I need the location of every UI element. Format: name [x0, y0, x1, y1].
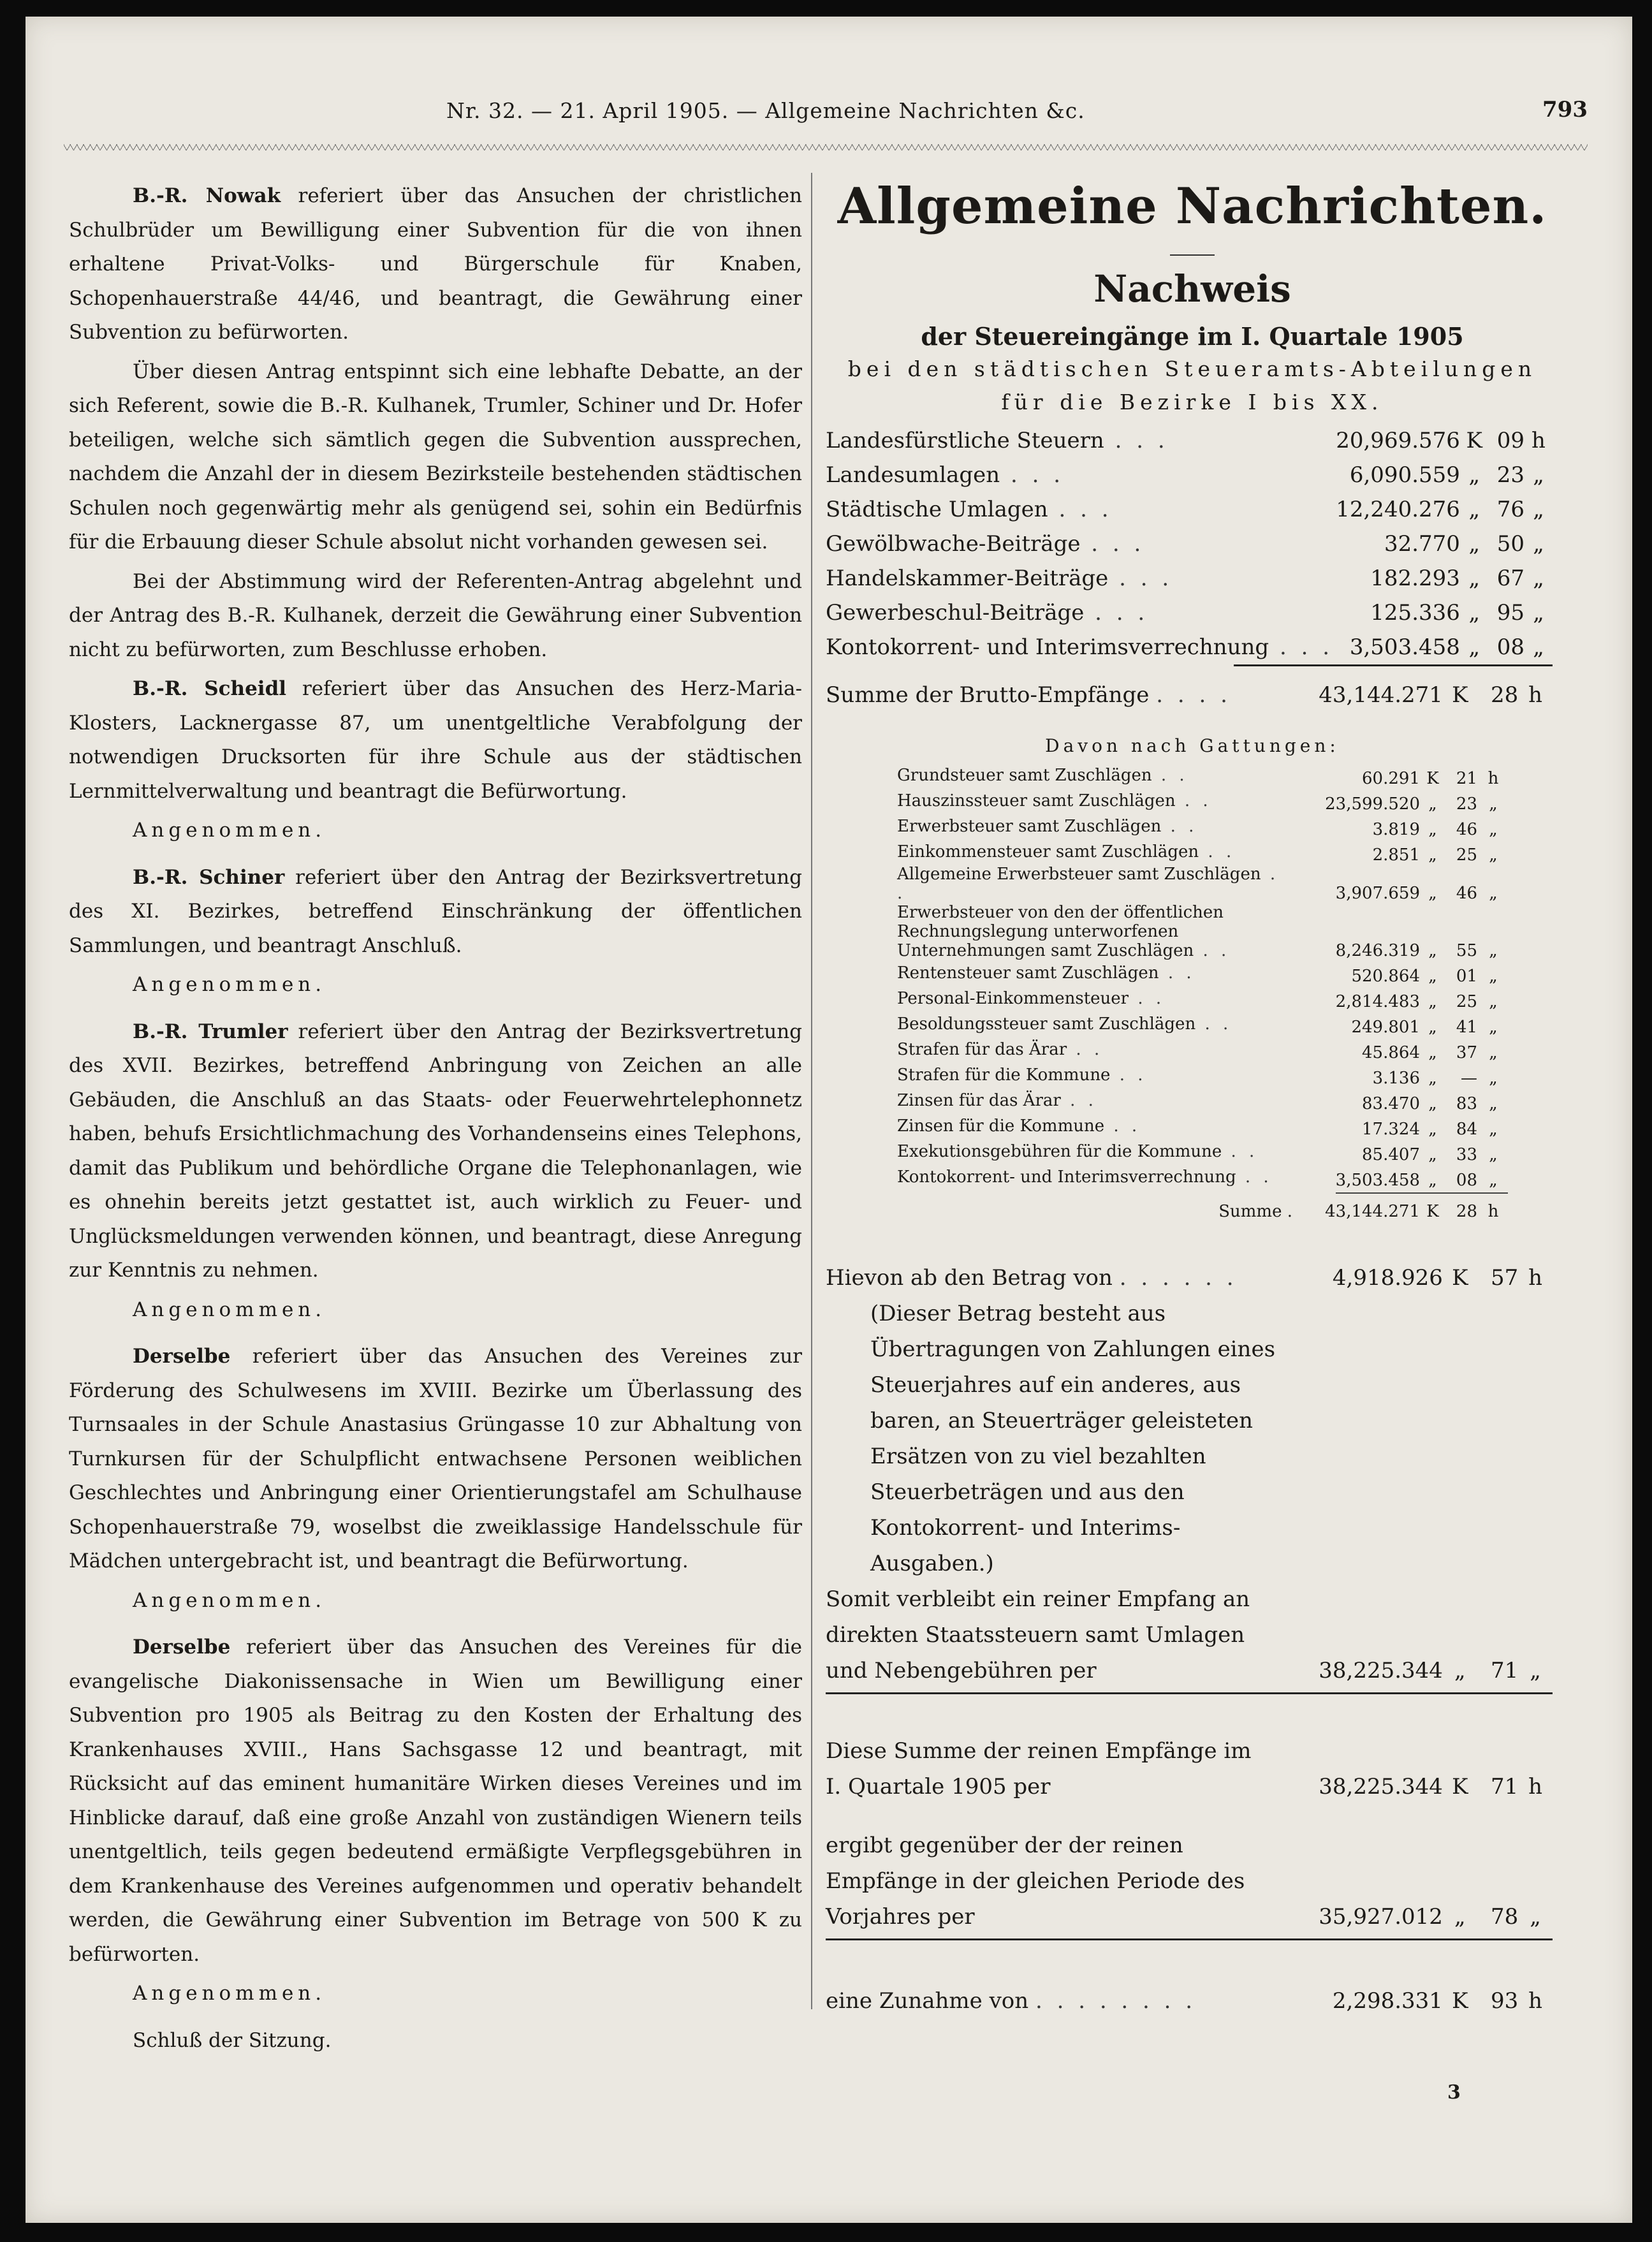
table-row — [897, 839, 1509, 865]
paragraph-text: Angenommen. — [133, 1588, 326, 1612]
breakdown-table — [897, 763, 1509, 1190]
row-label: Kontokorrent- und Interimsverrechnung — [897, 1168, 1236, 1187]
leader-dots: . . — [1194, 941, 1231, 960]
left-column — [69, 179, 802, 2063]
summe-rein-unit: K — [1452, 1774, 1468, 1799]
table-row — [826, 527, 1553, 561]
row-label: Landesumlagen — [826, 462, 1000, 488]
cell-h: „ — [1533, 531, 1544, 557]
table-row — [897, 1062, 1509, 1088]
paragraph-text: referiert über das Ansuchen des Vereines für die evangelische Diakonissensache in Wien um Bewilligung einer Subvention pro 1905 als Beitrag zu den Kosten der Erhaltung des Krankenhauses XVIII., Hans Sachsgasse 12 und beantragt, mit Rücksicht auf das eminent humanitäre Wirken dieses Vereines und im Hinblicke darauf, daß eine große Anzahl von zuständigen Wienern teils unentgeltlich, teils gegen bedeutend ermäßigte Verpflegsgebühren in dem Krankenhause des Vereines aufgenommen und operativ behandelt werden, die Gewährung einer Subvention im Betrage von 500 K zu befürworten. — [69, 1636, 803, 1966]
row-label: Handelskammer-Beiträge — [826, 566, 1109, 591]
cell-h: „ — [1489, 846, 1498, 865]
cell-amount: 3,907.659 — [1335, 884, 1420, 903]
cell-cents: — — [1461, 1069, 1477, 1088]
section-title: Allgemeine Nachrichten. — [837, 177, 1547, 235]
cell-amount: 23,599.520 — [1325, 795, 1420, 814]
table-row — [897, 1088, 1509, 1113]
paragraph-vote — [69, 565, 802, 668]
cell-label — [897, 1011, 1292, 1037]
rein-cents: 71 — [1490, 1658, 1519, 1683]
table-row — [897, 1199, 1509, 1224]
vorjahr-cents: 78 — [1490, 1904, 1519, 1930]
cell-label — [897, 1037, 1292, 1062]
leader-dots: . . — [897, 865, 1280, 903]
cell-h: „ — [1489, 795, 1498, 814]
brutto-label: Summe der Brutto-Empfänge . . . . — [826, 682, 1231, 708]
cell-unit: „ — [1428, 941, 1437, 960]
cell-unit: „ — [1428, 967, 1437, 986]
cell-unit: „ — [1468, 634, 1480, 660]
cell-cents: 33 — [1456, 1145, 1477, 1164]
cell-label — [897, 1164, 1292, 1190]
paragraph-text: Angenommen. — [133, 819, 326, 842]
leader-dots: . . — [1236, 1168, 1273, 1187]
cell-unit: „ — [1428, 884, 1437, 903]
paragraph-b-r-trumler — [69, 1015, 802, 1288]
table-row — [826, 492, 1553, 527]
speaker-name: B.-R. Nowak — [133, 184, 281, 207]
breakdown-sum-label-text: Summe — [1218, 1202, 1282, 1221]
table-row — [826, 678, 1553, 712]
vorjahr-rule-cell — [826, 1935, 1553, 1973]
brutto-table — [826, 678, 1553, 712]
cell-h: „ — [1489, 1069, 1498, 1088]
paragraph-angenommen-5 — [69, 1977, 802, 2011]
rein-unit: „ — [1454, 1658, 1466, 1683]
table-row — [826, 1805, 1553, 1935]
leader-dots: . . . — [1048, 497, 1113, 522]
row-label: Gewerbeschul-Beiträge — [826, 600, 1085, 626]
cell-label — [897, 1088, 1292, 1113]
breakdown-rule — [1336, 1192, 1508, 1194]
cell-cents: 08 — [1496, 634, 1524, 660]
leader-dots: . . — [1159, 963, 1195, 983]
cell-label — [826, 561, 1333, 596]
leader-dots: . . — [1199, 842, 1236, 861]
abzug-note-text: (Dieser Betrag besteht aus Übertragungen von Zahlungen eines Steuerjahres auf ein anderes, aus baren, an Steuerträger geleisteten Ersätzen von zu viel bezahlten Steuerbeträgen und aus den Kontokorrent- und Interims-Ausgaben.) — [870, 1301, 1276, 1576]
cell-h: h — [1531, 428, 1546, 453]
brutto-unit: K — [1452, 682, 1468, 708]
paragraph-angenommen-4 — [69, 1584, 802, 1618]
row-label: Erwerbsteuer samt Zuschlägen — [897, 817, 1162, 836]
cell-amount: 125.336 — [1370, 600, 1460, 626]
cell-unit: „ — [1428, 992, 1437, 1011]
speaker-name: B.-R. Schiner — [133, 865, 285, 889]
vorjahr-text — [826, 1805, 1306, 1935]
row-label: Städtische Umlagen — [826, 497, 1048, 522]
cell-amount: 3,503.458 — [1349, 634, 1460, 660]
row-label: Erwerbsteuer von den der öffentlichen Rechnungslegung unterworfenen Unternehmungen samt Zuschlägen — [897, 903, 1224, 960]
cell-amount: 2.851 — [1372, 846, 1420, 865]
zunahme-unit: K — [1452, 1988, 1468, 2014]
breakdown-sum-table — [897, 1199, 1509, 1224]
paragraph-text: Schluß der Sitzung. — [133, 2028, 332, 2052]
summe-rein-text — [826, 1727, 1306, 1805]
breakdown-sum-unit: K — [1426, 1202, 1439, 1221]
leader-dots: . . — [1104, 1117, 1141, 1136]
paragraph-text: Angenommen. — [133, 973, 326, 996]
leader-dots: . . — [1161, 817, 1198, 836]
cell-label — [897, 763, 1292, 788]
cell-h: „ — [1489, 1171, 1498, 1190]
row-label: Hauszinssteuer samt Zuschlägen — [897, 791, 1176, 810]
header-wavy-rule — [64, 144, 1588, 150]
cell-amount: 6,090.559 — [1349, 462, 1460, 488]
rein-text — [826, 1581, 1306, 1689]
speaker-name: Derselbe — [133, 1636, 231, 1659]
cell-unit: „ — [1468, 531, 1480, 557]
cell-amount: 520.864 — [1351, 967, 1420, 986]
summe-rein-h: h — [1528, 1774, 1543, 1799]
cell-amount: 83.470 — [1362, 1094, 1420, 1113]
row-label: Rentensteuer samt Zuschlägen — [897, 963, 1159, 983]
cell-unit: „ — [1428, 1018, 1437, 1037]
cell-label — [826, 458, 1333, 492]
cell-amount: 8,246.319 — [1335, 941, 1420, 960]
main-tax-table — [826, 423, 1553, 664]
vorjahr-rule — [826, 1938, 1553, 1940]
abzug-label: Hievon ab den Betrag von . . . . . . — [826, 1265, 1238, 1291]
cell-amount: 45.864 — [1362, 1043, 1420, 1062]
zunahme-label-text: eine Zunahme von — [826, 1988, 1029, 2014]
paragraph-derselbe-2 — [69, 1630, 802, 1972]
title-rule — [1170, 254, 1215, 256]
cell-amount: 60.291 — [1362, 769, 1420, 788]
abzug-h: h — [1528, 1265, 1543, 1291]
cell-label — [897, 1062, 1292, 1088]
zunahme-h: h — [1528, 1988, 1543, 2014]
cell-cents: 46 — [1456, 820, 1477, 839]
leader-dots: . . . — [1080, 531, 1145, 557]
cell-h: „ — [1489, 1145, 1498, 1164]
cell-label — [826, 492, 1333, 527]
leader-dots: . . . — [1084, 600, 1149, 626]
cell-cents: 76 — [1496, 497, 1524, 522]
brutto-label-text: Summe der Brutto-Empfänge — [826, 682, 1150, 708]
cell-cents: 25 — [1456, 846, 1477, 865]
cell-amount: 12,240.276 — [1336, 497, 1460, 522]
cell-cents: 23 — [1456, 795, 1477, 814]
table-row — [897, 903, 1509, 960]
table-row — [897, 814, 1509, 839]
cell-h: „ — [1489, 884, 1498, 903]
vorjahr-h: „ — [1530, 1904, 1541, 1930]
paragraph-b-r-nowak — [69, 179, 802, 350]
page-number: 793 — [1542, 97, 1588, 122]
cell-unit: „ — [1428, 1171, 1437, 1190]
cell-cents: 50 — [1496, 531, 1524, 557]
right-column — [826, 170, 1559, 2019]
vorjahr-unit: „ — [1454, 1904, 1466, 1930]
newspaper-page — [26, 17, 1632, 2223]
cell-unit: „ — [1468, 566, 1480, 591]
cell-cents: 08 — [1456, 1171, 1477, 1190]
cell-cents: 95 — [1496, 600, 1524, 626]
paragraph-angenommen-2 — [69, 968, 802, 1002]
speaker-name: B.-R. Scheidl — [133, 677, 287, 700]
cell-h: „ — [1533, 566, 1544, 591]
cell-label — [897, 986, 1292, 1011]
cell-label — [826, 527, 1333, 561]
cell-label — [897, 865, 1292, 903]
leader-dots: . . . — [1269, 634, 1334, 660]
cell-amount: 32.770 — [1384, 531, 1460, 557]
table-row — [826, 1581, 1553, 1689]
table-row — [897, 763, 1509, 788]
breakdown-sum-cents: 28 — [1456, 1202, 1477, 1221]
brutto-cents: 28 — [1490, 682, 1519, 708]
cell-amount: 2,814.483 — [1335, 992, 1420, 1011]
table-row — [826, 1296, 1553, 1581]
cell-label — [826, 596, 1333, 630]
table-row — [897, 986, 1509, 1011]
cell-label — [897, 839, 1292, 865]
cell-unit: „ — [1428, 1145, 1437, 1164]
sum-rule — [1234, 664, 1553, 666]
cell-amount: 3.819 — [1372, 820, 1420, 839]
table-row — [826, 561, 1553, 596]
table-row — [897, 1164, 1509, 1190]
cell-unit: „ — [1428, 846, 1437, 865]
row-label: Strafen für die Kommune — [897, 1066, 1111, 1085]
cell-h: „ — [1533, 462, 1544, 488]
cell-unit: „ — [1428, 1120, 1437, 1139]
cell-unit: „ — [1468, 600, 1480, 626]
paragraph-angenommen-1 — [69, 814, 802, 848]
cell-unit: K — [1426, 769, 1439, 788]
report-title: Nachweis — [1093, 267, 1291, 311]
abzug-label-text: Hievon ab den Betrag von — [826, 1265, 1113, 1291]
cell-cents: 41 — [1456, 1018, 1477, 1037]
row-label: Allgemeine Erwerbsteuer samt Zuschlägen — [897, 865, 1261, 884]
table-row — [826, 1260, 1553, 1296]
zunahme-amount: 2,298.331 — [1332, 1988, 1443, 2014]
abzug-unit: K — [1452, 1265, 1468, 1291]
cell-label — [897, 788, 1292, 814]
cell-cents: 83 — [1456, 1094, 1477, 1113]
brutto-amount: 43,144.271 — [1319, 682, 1443, 708]
paragraph-text: Angenommen. — [133, 1298, 326, 1321]
summe-rein-amount: 38,225.344 — [1319, 1774, 1443, 1799]
rein-rule — [826, 1692, 1553, 1694]
paragraph-text: Bei der Abstimmung wird der Referenten-Antrag abgelehnt und der Antrag des B.-R. Kulhanek, derzeit die Gewährung einer Subvention nicht zu befürworten, zum Beschlusse erhoben. — [69, 569, 802, 661]
cell-cents: 67 — [1496, 566, 1524, 591]
report-subtitle: der Steuereingänge im I. Quartale 1905 — [921, 322, 1464, 351]
brutto-h: h — [1528, 682, 1543, 708]
cell-h: „ — [1489, 967, 1498, 986]
cell-label — [897, 960, 1292, 986]
table-row — [826, 1935, 1553, 1973]
page-header — [64, 80, 1588, 138]
summe-rein-text-body: Diese Summe der reinen Empfänge im I. Quartale 1905 per — [826, 1738, 1252, 1799]
table-row — [897, 1113, 1509, 1139]
leader-dots: . . — [1129, 989, 1166, 1008]
cell-h: „ — [1489, 1094, 1498, 1113]
cell-label — [897, 903, 1292, 960]
cell-h: „ — [1489, 992, 1498, 1011]
cell-cents: 25 — [1456, 992, 1477, 1011]
cell-h: „ — [1489, 1018, 1498, 1037]
table-row — [897, 865, 1509, 903]
table-row — [826, 458, 1553, 492]
leader-dots: . . — [1151, 766, 1188, 785]
table-row — [826, 1727, 1553, 1805]
table-row — [897, 1139, 1509, 1164]
net-calculation-table — [826, 1260, 1553, 2019]
cell-h: „ — [1533, 600, 1544, 626]
row-label: Landesfürstliche Steuern — [826, 428, 1104, 453]
rein-rule-cell — [826, 1689, 1553, 1727]
cell-amount: 3.136 — [1372, 1069, 1420, 1088]
cell-cents: 23 — [1496, 462, 1524, 488]
cell-amount: 182.293 — [1370, 566, 1460, 591]
cell-amount: 17.324 — [1362, 1120, 1420, 1139]
paragraph-debate — [69, 355, 802, 560]
leader-dots: . . — [1067, 1040, 1104, 1059]
paragraph-text: referiert über das Ansuchen des Vereines zur Förderung des Schulwesens im XVIII. Bezirke um Überlassung des Turnsaales in der Schule Anastasius Grüngasse 10 zur Abhaltung von Turnkursen für der Schulpflicht entwachsene Personen weiblichen Geschlechtes und Anbringung einer Orientierungstafel am Schulhause Schopenhauerstraße 79, woselbst die zweiklassige Handelsschule für Mädchen untergebracht ist, und beantragt die Befürwortung. — [69, 1345, 802, 1572]
cell-cents: 21 — [1456, 769, 1477, 788]
paragraph-text: referiert über den Antrag der Bezirksvertretung des XI. Bezirkes, betreffend Einschränkung der öffentlichen Sammlungen, und beantragt Anschluß. — [69, 865, 802, 957]
row-label: Zinsen für die Kommune — [897, 1117, 1105, 1136]
paragraph-schluss — [69, 2024, 802, 2058]
cell-label — [826, 423, 1333, 458]
breakdown-sum-h: h — [1488, 1202, 1499, 1221]
table-row — [826, 596, 1553, 630]
cell-amount: 249.801 — [1351, 1018, 1420, 1037]
report-scope: bei den städtischen Steueramts-Abteilungen — [847, 356, 1537, 381]
cell-unit: K — [1466, 428, 1482, 453]
cell-label — [826, 630, 1333, 664]
paragraph-text: Über diesen Antrag entspinnt sich eine lebhafte Debatte, an der sich Referent, sowie die B.-R. Kulhanek, Trumler, Schiner und Dr. Hofer beteiligen, welche sich sämtlich gegen die Subvention aussprechen, nachdem die Anzahl der in diesem Bezirksteile bestehenden städtischen Schulen noch gegenwärtig mehr als genügend sei, sohin ein Bedürfnis für die Erbauung dieser Schule absolut nicht vorhanden gewesen sei. — [69, 360, 802, 553]
table-row — [826, 1973, 1553, 2019]
leader-dots: . . . — [1000, 462, 1065, 488]
paragraph-angenommen-3 — [69, 1293, 802, 1328]
cell-cents: 55 — [1456, 941, 1477, 960]
cell-amount: 3,503.458 — [1335, 1171, 1420, 1190]
cell-h: „ — [1489, 1120, 1498, 1139]
paragraph-b-r-scheidl — [69, 672, 802, 809]
column-divider — [811, 173, 812, 2009]
row-label: Gewölbwache-Beiträge — [826, 531, 1081, 557]
cell-unit: „ — [1468, 497, 1480, 522]
table-row — [897, 1037, 1509, 1062]
cell-label — [897, 1113, 1292, 1139]
breakdown-heading: Davon nach Gattungen: — [1045, 735, 1340, 756]
signature-mark: 3 — [1447, 2081, 1461, 2104]
table-row — [897, 788, 1509, 814]
cell-unit: „ — [1428, 1069, 1437, 1088]
cell-cents: 01 — [1456, 967, 1477, 986]
report-districts: für die Bezirke I bis XX. — [1001, 390, 1384, 414]
row-label: Personal-Einkommensteuer — [897, 989, 1129, 1008]
row-label: Zinsen für das Ärar — [897, 1091, 1061, 1110]
leader-dots: . . — [1060, 1091, 1097, 1110]
row-label: Exekutionsgebühren für die Kommune — [897, 1142, 1222, 1161]
cell-cents: 09 — [1496, 428, 1524, 453]
row-label: Grundsteuer samt Zuschlägen — [897, 766, 1152, 785]
paragraph-b-r-schiner — [69, 861, 802, 963]
cell-h: „ — [1489, 941, 1498, 960]
cell-label — [897, 1139, 1292, 1164]
row-label: Strafen für das Ärar — [897, 1040, 1067, 1059]
vorjahr-amount: 35,927.012 — [1319, 1904, 1443, 1930]
row-label: Kontokorrent- und Interimsverrechnung — [826, 634, 1269, 660]
cell-cents: 84 — [1456, 1120, 1477, 1139]
rein-h: „ — [1530, 1658, 1541, 1683]
cell-label — [897, 814, 1292, 839]
cell-h: „ — [1489, 820, 1498, 839]
cell-amount: 20,969.576 — [1336, 428, 1460, 453]
paragraph-text: referiert über das Ansuchen des Herz-Maria-Klosters, Lacknergasse 87, um unentgeltliche Verabfolgung der notwendigen Drucksorten für ihre Schule aus der städtischen Lernmittelverwaltung und beantragt die Befürwortung. — [69, 677, 802, 803]
cell-h: „ — [1533, 634, 1544, 660]
leader-dots: . . . — [1108, 566, 1173, 591]
header-text: Nr. 32. — 21. April 1905. — Allgemeine Nachrichten &c. — [446, 98, 1085, 123]
leader-dots: . . — [1195, 1015, 1232, 1034]
cell-amount: 85.407 — [1362, 1145, 1420, 1164]
row-label: Einkommensteuer samt Zuschlägen — [897, 842, 1199, 861]
speaker-name: B.-R. Trumler — [133, 1020, 288, 1043]
zunahme-label: eine Zunahme von . . . . . . . . — [826, 1988, 1197, 2014]
table-row — [826, 630, 1553, 664]
cell-h: „ — [1533, 497, 1544, 522]
rein-amount: 38,225.344 — [1319, 1658, 1443, 1683]
table-row — [826, 1689, 1553, 1727]
row-label: Besoldungssteuer samt Zuschlägen — [897, 1015, 1196, 1034]
cell-unit: „ — [1428, 795, 1437, 814]
paragraph-derselbe-1 — [69, 1340, 802, 1579]
cell-unit: „ — [1428, 1043, 1437, 1062]
leader-dots: . . — [1110, 1066, 1147, 1085]
breakdown-sum-label: Summe . — [1218, 1202, 1292, 1221]
table-row — [897, 960, 1509, 986]
paragraph-text: referiert über das Ansuchen der christlichen Schulbrüder um Bewilligung einer Subvention für die von ihnen erhaltene Privat-Volks- und Bürgerschule für Knaben, Schopenhauerstraße 44/46, und beantragt, die Gewährung einer Subvention zu befürworten. — [69, 184, 802, 344]
zunahme-cents: 93 — [1490, 1988, 1519, 2014]
table-row — [826, 423, 1553, 458]
leader-dots: . . . — [1104, 428, 1169, 453]
cell-cents: 37 — [1456, 1043, 1477, 1062]
cell-unit: „ — [1428, 1094, 1437, 1113]
paragraph-text: referiert über den Antrag der Bezirksvertretung des XVII. Bezirkes, betreffend Anbringung von Zeichen an alle Gebäuden, die Anschluß an das Staats- oder Feuerwehrtelephonnetz haben, behufs Ersichtlichmachung des Vorhandenseins eines Telephons, damit das Publikum und behördliche Organe die Telephonanlagen, wie es ohnehin bereits jetzt gestattet ist, auch wirklich zu Feuer- und Unglücksmeldungen verwenden können, und beantragt, diese Anregung zur Kenntnis zu nehmen. — [69, 1020, 803, 1282]
abzug-note — [826, 1296, 1553, 1581]
paragraph-text: Angenommen. — [133, 1982, 326, 2005]
cell-h: „ — [1489, 1043, 1498, 1062]
cell-h: h — [1488, 769, 1499, 788]
speaker-name: Derselbe — [133, 1345, 231, 1368]
cell-cents: 46 — [1456, 884, 1477, 903]
rein-text-body: Somit verbleibt ein reiner Empfang an direkten Staatssteuern samt Umlagen und Nebengebühren per — [826, 1586, 1250, 1683]
abzug-amount: 4,918.926 — [1332, 1265, 1443, 1291]
cell-unit: „ — [1428, 820, 1437, 839]
abzug-cents: 57 — [1490, 1265, 1519, 1291]
table-row — [897, 1011, 1509, 1037]
breakdown-sum-amount: 43,144.271 — [1325, 1202, 1420, 1221]
vorjahr-text-body: ergibt gegenüber der der reinen Empfänge in der gleichen Periode des Vorjahres per — [826, 1833, 1245, 1930]
leader-dots: . . — [1175, 791, 1212, 810]
leader-dots: . . — [1222, 1142, 1259, 1161]
cell-unit: „ — [1468, 462, 1480, 488]
summe-rein-cents: 71 — [1490, 1774, 1519, 1799]
